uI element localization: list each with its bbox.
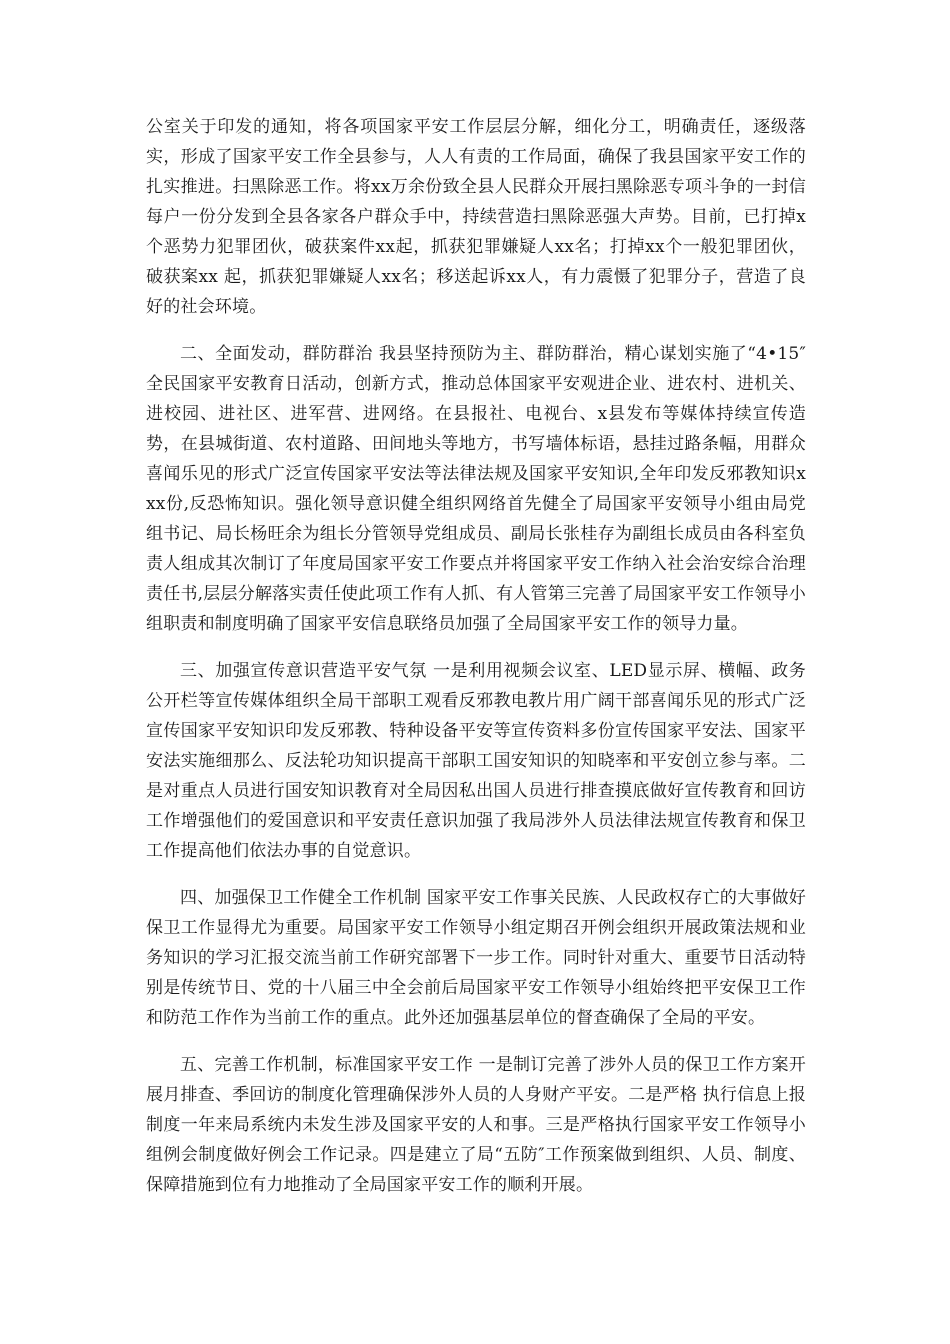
paragraph-section-3: 三、加强宣传意识营造平安气氛 一是利用视频会议室、LED显示屏、横幅、政务公开栏等宣传媒体组织全局干部职工观看反邪教电教片用广阔干部喜闻乐见的形式广泛宣传国家平安知识印发反邪教、特种设备平安等宣传资料多份宣传国家平安法、国家平安法实施细那么、反法轮功知识提高干部职工国安知识的知晓率和平安创立参与率。二是对重点人员进行国安知识教育对全局因私出国人员进行排查摸底做好宣传教育和回访工作增强他们的爱国意识和平安责任意识加强了我局涉外人员法律法规宣传教育和保卫工作提高他们依法办事的自觉意识。 [146,661,806,861]
paragraph-section-2: 二、全面发动，群防群治 我县坚持预防为主、群防群治，精心谋划实施了“4•15″全民国家平安教育日活动，创新方式，推动总体国家平安观进企业、进农村、进机关、进校园、进社区、进军营、进网络。在县报社、电视台、x县发布等媒体持续宣传造势，在县城街道、农村道路、田间地头等地方，书写墙体标语，悬挂过路条幅，用群众喜闻乐见的形式广泛宣传国家平安法等法律法规及国家平安知识,全年印发反邪教知识xxx份,反恐怖知识。强化领导意识健全组织网络首先健全了局国家平安领导小组由局党组书记、局长杨旺余为组长分管领导党组成员、副局长张桂存为副组长成员由各科室负责人组成其次制订了年度局国家平安工作要点并将国家平安工作纳入社会治安综合治理责任书,层层分解落实责任使此项工作有人抓、有人管第三完善了局国家平安工作领导小组职责和制度明确了国家平安信息联络员加强了全局国家平安工作的领导力量。 [146,344,806,634]
paragraph-continuation: 公室关于印发的通知，将各项国家平安工作层层分解，细化分工，明确责任，逐级落实，形成了国家平安工作全县参与，人人有责的工作局面，确保了我县国家平安工作的扎实推进。扫黑除恶工作。将xx万余份致全县人民群众开展扫黑除恶专项斗争的一封信每户一份分发到全县各家各户群众手中，持续营造扫黑除恶强大声势。目前，已打掉x个恶势力犯罪团伙，破获案件xx起，抓获犯罪嫌疑人xx名；打掉xx个一般犯罪团伙，破获案xx 起，抓获犯罪嫌疑人xx名；移送起诉xx人，有力震慑了犯罪分子，营造了良好的社会环境。 [146,117,806,317]
paragraph-section-4: 四、加强保卫工作健全工作机制 国家平安工作事关民族、人民政权存亡的大事做好保卫工作显得尤为重要。局国家平安工作领导小组定期召开例会组织开展政策法规和业务知识的学习汇报交流当前工作研究部署下一步工作。同时针对重大、重要节日活动特别是传统节日、党的十八届三中全会前后局国家平安工作领导小组始终把平安保卫工作和防范工作作为当前工作的重点。此外还加强基层单位的督查确保了全局的平安。 [146,888,806,1028]
document-page [146,112,806,1200]
paragraph-section-5: 五、完善工作机制，标准国家平安工作 一是制订完善了涉外人员的保卫工作方案开展月排查、季回访的制度化管理确保涉外人员的人身财产平安。二是严格 执行信息上报制度一年来局系统内未发生涉及国家平安的人和事。三是严格执行国家平安工作领导小组例会制度做好例会工作记录。四是建立了局“五防″工作预案做到组织、人员、制度、保障措施到位有力地推动了全局国家平安工作的顺利开展。 [146,1055,806,1195]
